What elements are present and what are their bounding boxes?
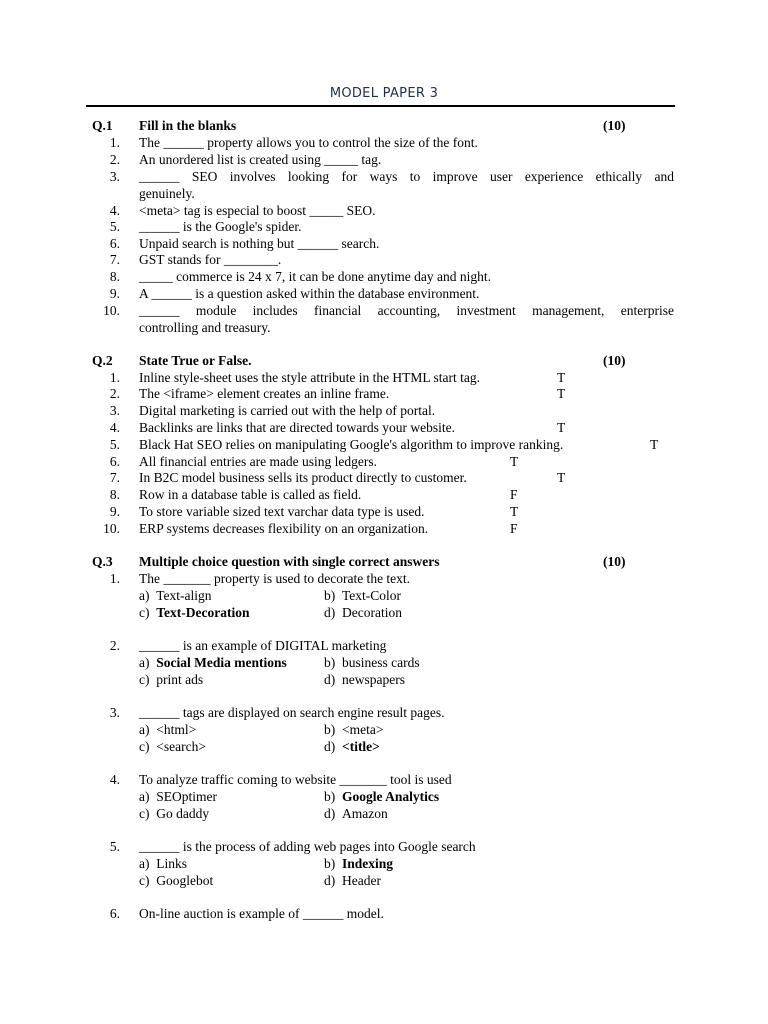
correct-answer: Indexing [342, 856, 394, 871]
q2-item-number: 8. [109, 487, 120, 502]
q2-item-text: The <iframe> element creates an inline frame. [139, 386, 390, 401]
q2-item-number: 10. [103, 521, 120, 536]
q2-item-text: Digital marketing is carried out with the help of portal. [139, 403, 436, 418]
q2-item-answer: T [557, 420, 566, 435]
q1-item-text-continued: genuinely. [139, 186, 195, 201]
q3-heading: Multiple choice question with single correct answers [139, 554, 440, 569]
q1-item-number: 6. [109, 236, 120, 251]
q2-item-answer: T [650, 437, 659, 452]
q3-option-b: b) Google Analytics [324, 789, 440, 804]
correct-answer: Google Analytics [342, 789, 440, 804]
q2-item-number: 6. [109, 454, 120, 469]
q3-item-number: 6. [109, 906, 120, 921]
q3-option-d: d) Header [324, 873, 381, 888]
q1-heading: Fill in the blanks [139, 118, 237, 133]
q2-item-text: Inline style-sheet uses the style attribute in the HTML start tag. [139, 370, 481, 385]
q2-item-number: 9. [109, 504, 120, 519]
q3-marks: (10) [603, 554, 626, 569]
q3-item-text: ______ is the process of adding web pages into Google search [139, 839, 476, 854]
title-divider [86, 105, 675, 107]
q2-item-answer: T [557, 470, 566, 485]
q3-option-c: c) <search> [139, 739, 206, 754]
q1-item-number: 5. [109, 219, 120, 234]
q3-item-number: 2. [109, 638, 120, 653]
q2-item-text: In B2C model business sells its product directly to customer. [139, 470, 467, 485]
q1-item-text-continued: controlling and treasury. [139, 320, 271, 335]
q3-item-number: 3. [109, 705, 120, 720]
q1-item-number: 4. [109, 203, 120, 218]
q3-item-number: 1. [109, 571, 120, 586]
q2-item-text: ERP systems decreases flexibility on an organization. [139, 521, 429, 536]
q2-label: Q.2 [92, 353, 113, 368]
q3-option-a: a) Links [139, 856, 188, 871]
q3-option-b: b) business cards [324, 655, 420, 670]
correct-answer: Text-Decoration [156, 605, 250, 620]
q1-item-number: 7. [109, 252, 120, 267]
q3-option-a: a) SEOptimer [139, 789, 217, 804]
q1-label: Q.1 [92, 118, 113, 133]
q3-item-text: On-line auction is example of ______ model. [139, 906, 384, 921]
q3-option-c: c) Googlebot [139, 873, 214, 888]
q2-item-text: Row in a database table is called as field. [139, 487, 362, 502]
q2-item-answer: T [510, 454, 519, 469]
q1-item-text: Unpaid search is nothing but ______ search. [139, 236, 380, 251]
q2-item-answer: T [557, 370, 566, 385]
q1-item-text: _____ commerce is 24 x 7, it can be done anytime day and night. [139, 269, 492, 284]
q2-item-answer: F [510, 521, 518, 536]
correct-answer: Social Media mentions [156, 655, 287, 670]
q1-item-text: A ______ is a question asked within the database environment. [139, 286, 480, 301]
q2-item-number: 5. [109, 437, 120, 452]
q3-option-a: a) <html> [139, 722, 197, 737]
q3-option-d: d) Amazon [324, 806, 388, 821]
q3-item-number: 5. [109, 839, 120, 854]
q1-marks: (10) [603, 118, 626, 133]
q3-item-text: The _______ property is used to decorate the text. [139, 571, 411, 586]
q1-item-text: <meta> tag is especial to boost _____ SEO. [139, 203, 376, 218]
q1-item-number: 2. [109, 152, 120, 167]
q2-item-text: Black Hat SEO relies on manipulating Google's algorithm to improve ranking. [139, 437, 564, 452]
q3-option-d: d) Decoration [324, 605, 402, 620]
q2-item-number: 2. [109, 386, 120, 401]
q2-item-text: Backlinks are links that are directed towards your website. [139, 420, 456, 435]
q3-option-b: b) Text-Color [324, 588, 402, 603]
q1-item-number: 8. [109, 269, 120, 284]
q3-option-c: c) print ads [139, 672, 204, 687]
correct-answer: <title> [342, 739, 380, 754]
q3-item-text: ______ is an example of DIGITAL marketing [139, 638, 387, 653]
q2-item-text: To store variable sized text varchar data type is used. [139, 504, 425, 519]
q2-marks: (10) [603, 353, 626, 368]
q2-heading: State True or False. [139, 353, 252, 368]
q2-item-number: 1. [109, 370, 120, 385]
q3-item-text: To analyze traffic coming to website _______ tool is used [139, 772, 452, 787]
q3-label: Q.3 [92, 554, 113, 569]
q2-item-number: 4. [109, 420, 120, 435]
q2-item-answer: F [510, 487, 518, 502]
q2-item-number: 3. [109, 403, 120, 418]
q2-item-answer: T [510, 504, 519, 519]
q3-option-a: a) Text-align [139, 588, 212, 603]
q1-item-text: An unordered list is created using _____ tag. [139, 152, 382, 167]
q1-item-text: GST stands for ________. [139, 252, 282, 267]
q1-item-number: 1. [109, 135, 120, 150]
q3-item-number: 4. [109, 772, 120, 787]
page-title: MODEL PAPER 3 [329, 86, 439, 101]
q3-option-d: d) <title> [324, 739, 380, 754]
q1-item-text: The ______ property allows you to control the size of the font. [139, 135, 478, 150]
q3-item-text: ______ tags are displayed on search engine result pages. [139, 705, 445, 720]
q3-option-b: b) Indexing [324, 856, 394, 871]
q3-option-d: d) newspapers [324, 672, 405, 687]
q1-item-number: 3. [109, 169, 120, 184]
q1-item-text: ______ module includes financial accounting, investment management, enterprise [139, 303, 674, 318]
q1-item-number: 10. [103, 303, 120, 318]
q1-item-text: ______ SEO involves looking for ways to improve user experience ethically and [139, 169, 674, 184]
q2-item-number: 7. [109, 470, 120, 485]
q3-option-b: b) <meta> [324, 722, 384, 737]
q3-option-c: c) Text-Decoration [139, 605, 250, 620]
q1-item-number: 9. [109, 286, 120, 301]
q3-option-a: a) Social Media mentions [139, 655, 287, 670]
q1-item-text: ______ is the Google's spider. [139, 219, 302, 234]
q3-option-c: c) Go daddy [139, 806, 210, 821]
q2-item-text: All financial entries are made using ledgers. [139, 454, 378, 469]
q2-item-answer: T [557, 386, 566, 401]
